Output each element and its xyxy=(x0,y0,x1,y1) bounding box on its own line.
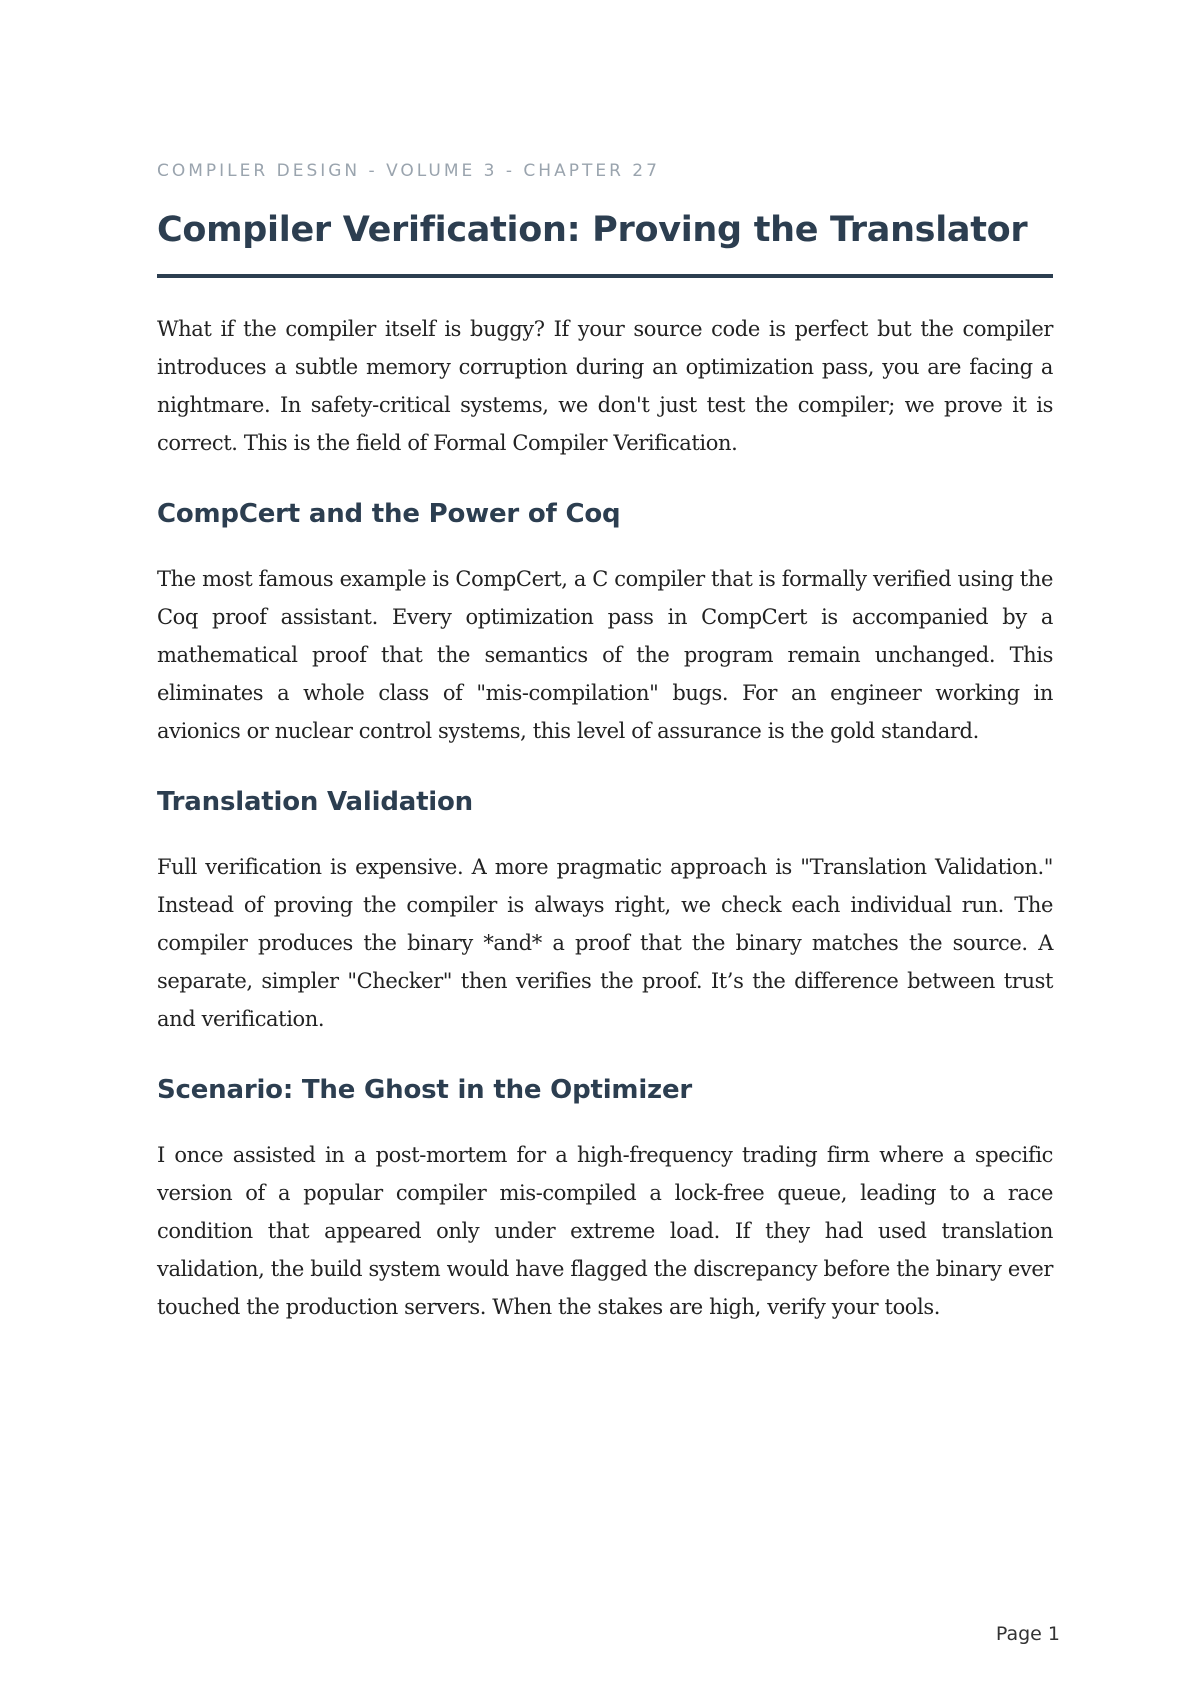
compcert-paragraph: The most famous example is CompCert, a C compiler that is formally verified using the Coq proof assistant. Every optimization pass in CompCert is accompanied by a mathematical proof that the semantics of the program remain unchanged. This eliminates a whole class of "mis-compilation" bugs. For an engineer working in avionics or nuclear control systems, this level of assurance is the gold standard. xyxy=(157,567,1053,743)
translation-paragraph: Full verification is expensive. A more pragmatic approach is "Translation Validation." Instead of proving the compiler is always right, we check each individual run. The compiler produces the binary *and* a proof that the binary matches the source. A separate, simpler "Checker" then verifies the proof. It’s the difference between trust and verification. xyxy=(157,855,1053,1031)
section-heading-scenario: Scenario: The Ghost in the Optimizer xyxy=(157,1075,693,1105)
page-title: Compiler Verification: Proving the Translator xyxy=(157,210,1028,250)
page-content xyxy=(157,158,1053,1326)
section-heading-compcert: CompCert and the Power of Coq xyxy=(157,499,621,529)
chapter-kicker: COMPILER DESIGN - VOLUME 3 - CHAPTER 27 xyxy=(157,161,660,181)
section-heading-translation-validation: Translation Validation xyxy=(157,787,473,817)
scenario-paragraph: I once assisted in a post-mortem for a high-frequency trading firm where a specific version of a popular compiler mis-compiled a lock-free queue, leading to a race condition that appeared only under extreme load. If they had used translation validation, the build system would have flagged the discrepancy before the binary ever touched the production servers. When the stakes are high, verify your tools. xyxy=(157,1143,1053,1319)
intro-paragraph: What if the compiler itself is buggy? If your source code is perfect but the compiler introduces a subtle memory corruption during an optimization pass, you are facing a nightmare. In safety-critical systems, we don't just test the compiler; we prove it is correct. This is the field of Formal Compiler Verification. xyxy=(157,317,1053,455)
title-divider xyxy=(157,274,1053,278)
page-number: Page 1 xyxy=(995,1623,1060,1645)
